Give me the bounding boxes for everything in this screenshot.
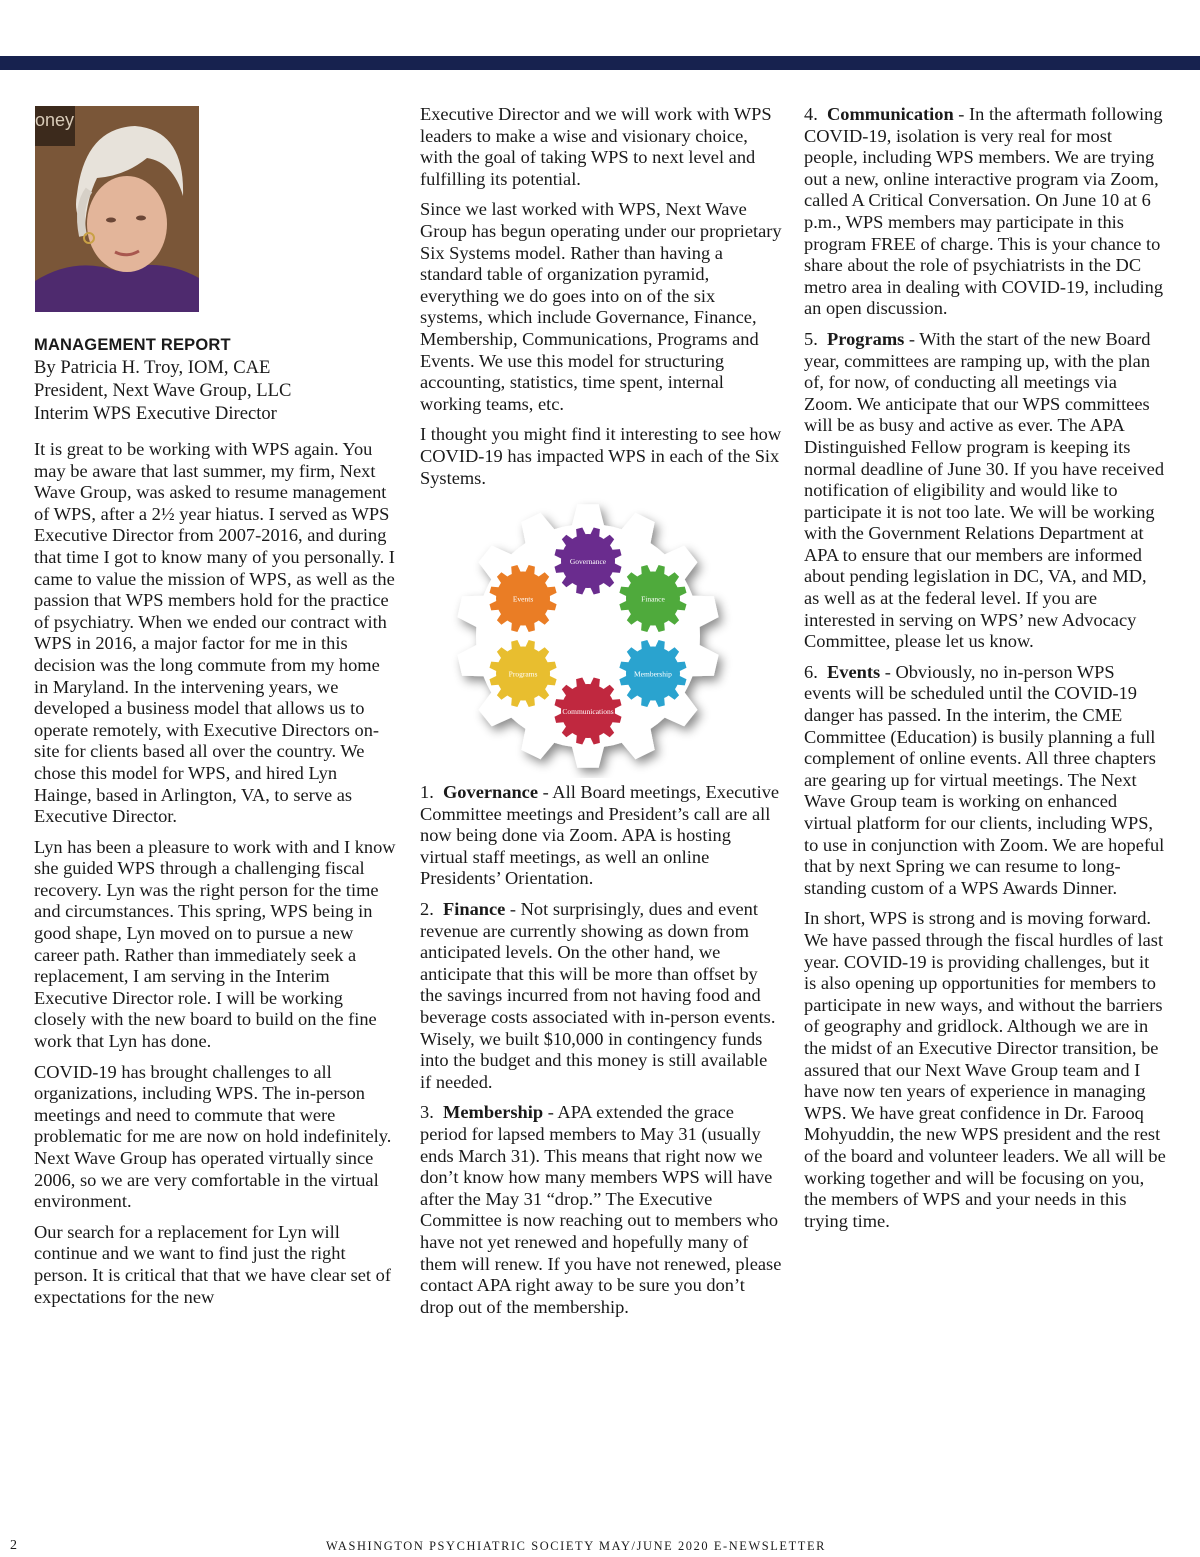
paragraph: COVID-19 has brought challenges to all organizations, including WPS. The in-person meetings and need to commute that were problematic for me are now on hold indefinitely. Next Wave Group has operated virtually since 2006, so we are very comfortable in the virtual environment. [34, 1061, 392, 1212]
header-bar [0, 56, 1200, 70]
system-governance: 1. Governance - All Board meetings, Executive Committee meetings and President’s call are all now being done via Zoom. APA is hosting virtual staff meetings, as well an online Presidents’ Orientation. [420, 782, 780, 889]
system-programs: 5. Programs - With the start of the new Board year, committees are ramping up, with the plan of, for now, of conducting all meetings via Zoom. We anticipate that our WPS committees will be as busy and active as ever. The APA Distinguished Fellow program is keeping its normal deadline of June 30. If you have received notification of eligibility and would like to participate it is not too late. We will be working with the Government Relations Department at APA to ensure that our members are informed about pending legislation in DC, VA, and MD, as well as at the federal level. If you are interested in serving on WPS’ new Advocacy Committee, please let us know. [804, 328, 1165, 652]
paragraph: I thought you might find it interesting to see how COVID-19 has impacted WPS in each of the Six Systems. [420, 424, 782, 488]
gear-communications [555, 678, 622, 745]
gear-governance [555, 528, 622, 595]
byline [34, 334, 396, 425]
paragraph: It is great to be working with WPS again. You may be aware that last summer, my firm, Next Wave Group, was asked to resume management of WPS, after a 2½ year hiatus. I served as WPS Executive Director from 2007-2016, and during that time I got to know many of you personally. I came to value the mission of WPS, as well as the passion that WPS members hold for the practice of psychiatry. When we ended our contract with WPS in 2016, a major factor for me in this decision was the long commute from my home in Maryland. In the intervening years, we developed a business model that allows us to operate remotely, with Executive Directors on-site for clients based all over the country. We chose this model for WPS, and hired Lyn Hainge, based in Arlington, VA, to serve as Executive Director. [34, 439, 395, 827]
gear-events [490, 565, 557, 632]
gear-programs [490, 640, 557, 707]
column-3 [804, 104, 1166, 1241]
section-title: MANAGEMENT REPORT [34, 336, 231, 354]
six-systems-gears [420, 498, 782, 778]
system-communication: 4. Communication - In the aftermath following COVID-19, isolation is very real for most people, including WPS members. We are trying out a new, online interactive program via Zoom, called A Critical Conversation. On June 10 at 6 p.m., WPS members may participate in this program FREE of charge. This is your chance to share about the role of psychiatrists in the DC metro area in dealing with COVID-19, including an open discussion. [804, 104, 1164, 319]
author-name: By Patricia H. Troy, IOM, CAE [34, 357, 271, 378]
page-number: 2 [10, 1538, 17, 1553]
gear-label: Governance [569, 557, 607, 567]
closing-paragraph: In short, WPS is strong and is moving forward. We have passed through the fiscal hurdles of last year. COVID-19 is providing challenges, but it is also opening up opportunities for members to participate in new ways, and without the barriers of geography and gridlock. Although we are in the midst of an Executive Director transition, be assured that our Next Wave Group team and I have now ten years of experience in managing WPS. We have great confidence in Dr. Farooq Mohyuddin, the new WPS president and the rest of the board and volunteer leaders. We all will be working together and will be focusing on you, the members of WPS and your needs in this trying time. [804, 908, 1166, 1231]
paragraph: Since we last worked with WPS, Next Wave Group has begun operating under our proprietary Six Systems model. Rather than having a standard table of organization pyramid, everything we do goes into on of the six systems, which include Governance, Finance, Membership, Communications, Programs and Events. We use this model for structuring accounting, statistics, time spent, internal working teams, etc. [420, 199, 782, 414]
author-title-1: President, Next Wave Group, LLC [34, 380, 292, 401]
paragraph: Lyn has been a pleasure to work with and I know she guided WPS through a challenging fiscal recovery. Lyn was the right person for the time and circumstances. This spring, WPS being in good shape, Lyn moved on to pursue a new career path. Rather than immediately seek a replacement, I am serving in the Interim Executive Director role. I will be working closely with the new board to build on the fine work that Lyn has done. [34, 836, 396, 1052]
gear-label: Programs [508, 669, 538, 679]
gear-finance [619, 565, 686, 632]
column-2 [420, 104, 782, 1327]
system-finance: 2. Finance - Not surprisingly, dues and event revenue are currently showing as down from anticipated levels. On the other hand, we anticipate that this will be more than offset by the savings incurred from not having food and beverage costs associated with in-person events. Wisely, we built $10,000 in contingency funds into the budget and this money is still available if needed. [420, 899, 776, 1092]
publication-title: WASHINGTON PSYCHIATRIC SOCIETY MAY/JUNE 2020 E-NEWSLETTER [326, 1539, 826, 1553]
system-events: 6. Events - Obviously, no in-person WPS events will be scheduled until the COVID-19 danger has passed. In the interim, the CME Committee (Education) is busily planning a full complement of online events. All three chapters are gearing up for virtual meetings. The Next Wave Group team is working on enhanced virtual platform for our clients, including WPS, to use in conjunction with Zoom. We are hopeful that by next Spring we can resume to long-standing custom of a WPS Awards Dinner. [804, 661, 1165, 898]
large-gear-center [536, 584, 640, 688]
six-systems-diagram [420, 498, 782, 778]
paragraph: Our search for a replacement for Lyn will continue and we want to find just the right person. It is critical that that we have clear set of expectations for the new [34, 1221, 391, 1307]
gear-label: Communications [562, 707, 614, 717]
column-1 [34, 104, 396, 1317]
photo-background-text: oney [35, 110, 75, 130]
author-photo [35, 106, 199, 312]
gear-label: Events [512, 594, 534, 604]
gear-label: Membership [633, 669, 672, 679]
paragraph: Executive Director and we will work with WPS leaders to make a wise and visionary choice, with the goal of taking WPS to next level and fulfilling its potential. [420, 104, 772, 189]
author-title-2: Interim WPS Executive Director [34, 403, 277, 424]
gear-label: Finance [641, 594, 665, 604]
system-membership: 3. Membership - APA extended the grace period for lapsed members to May 31 (usually ends March 31). This means that right now we don’t know how many members WPS will have after the May 31 “drop.” The Executive Committee is now reaching out to members who have not yet renewed and hopefully many of them will renew. If you have not renewed, please contact APA right away to be sure you don’t drop out of the membership. [420, 1102, 782, 1317]
gear-membership [619, 640, 686, 707]
author-portrait-image [35, 106, 199, 312]
